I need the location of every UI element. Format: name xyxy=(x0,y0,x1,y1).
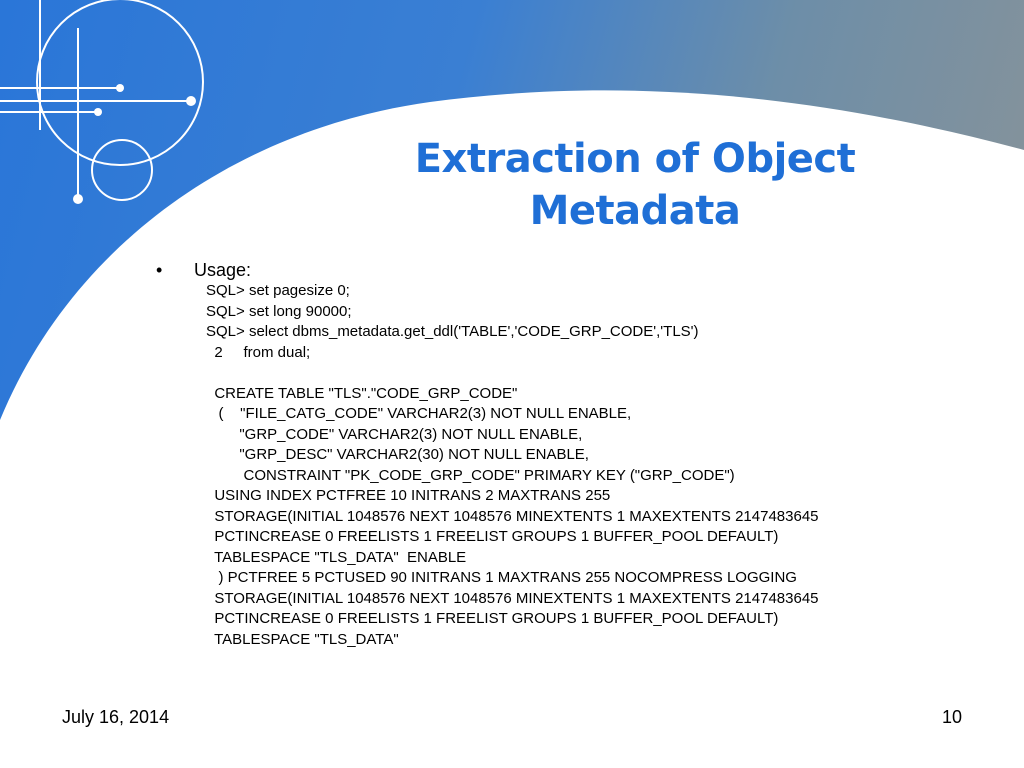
code-line: SQL> set pagesize 0; xyxy=(206,282,350,299)
code-line xyxy=(206,363,986,384)
code-line: ) PCTFREE 5 PCTUSED 90 INITRANS 1 MAXTRANS 255 NOCOMPRESS LOGGING xyxy=(206,569,797,586)
code-line: STORAGE(INITIAL 1048576 NEXT 1048576 MINEXTENTS 1 MAXEXTENTS 2147483645 xyxy=(206,589,819,607)
code-line: TABLESPACE "TLS_DATA" ENABLE xyxy=(206,548,467,566)
bullet-item xyxy=(156,259,986,281)
code-block xyxy=(206,281,986,650)
code-line: TABLESPACE "TLS_DATA" xyxy=(206,630,399,648)
code-line: CREATE TABLE "TLS"."CODE_GRP_CODE" xyxy=(206,384,518,402)
code-line: CONSTRAINT "PK_CODE_GRP_CODE" PRIMARY KEY ("GRP_CODE") xyxy=(206,466,735,484)
title-line-2: Metadata xyxy=(529,188,741,234)
code-line: "GRP_DESC" VARCHAR2(30) NOT NULL ENABLE, xyxy=(206,446,589,463)
code-line: USING INDEX PCTFREE 10 INITRANS 2 MAXTRANS 255 xyxy=(206,487,611,504)
code-line: PCTINCREASE 0 FREELISTS 1 FREELIST GROUPS 1 BUFFER_POOL DEFAULT) xyxy=(206,528,779,545)
page-number: 10 xyxy=(941,707,962,727)
code-line: SQL> set long 90000; xyxy=(206,302,352,320)
slide-title xyxy=(330,133,940,237)
footer-date: July 16, 2014 xyxy=(62,707,170,727)
bullet-icon: • xyxy=(156,260,163,280)
code-line: SQL> select dbms_metadata.get_ddl('TABLE','CODE_GRP_CODE','TLS') xyxy=(206,323,699,340)
title-line-1: Extraction of Object xyxy=(414,136,856,182)
code-line: 2 from dual; xyxy=(206,343,311,361)
bullet-label: Usage: xyxy=(194,260,252,280)
code-line: ( "FILE_CATG_CODE" VARCHAR2(3) NOT NULL ENABLE, xyxy=(206,405,632,422)
code-line: STORAGE(INITIAL 1048576 NEXT 1048576 MINEXTENTS 1 MAXEXTENTS 2147483645 xyxy=(206,507,819,525)
code-line: PCTINCREASE 0 FREELISTS 1 FREELIST GROUPS 1 BUFFER_POOL DEFAULT) xyxy=(206,610,779,627)
code-line: "GRP_CODE" VARCHAR2(3) NOT NULL ENABLE, xyxy=(206,425,583,443)
slide-body xyxy=(156,259,986,650)
